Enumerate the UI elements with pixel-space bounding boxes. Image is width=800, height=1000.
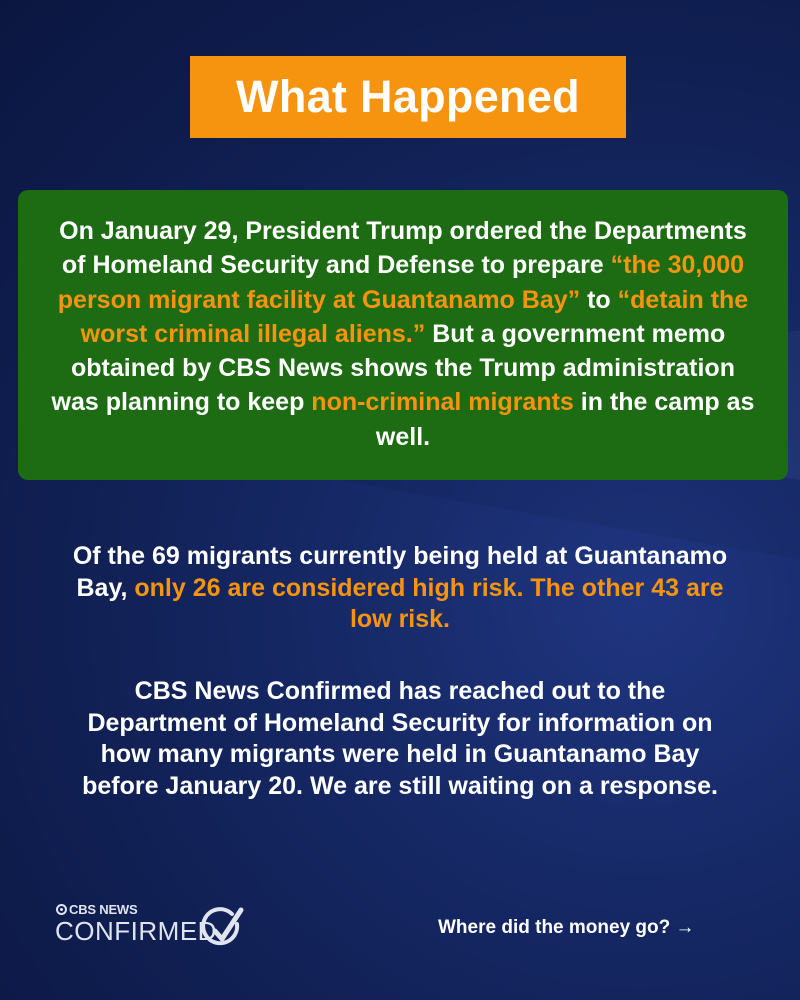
summary-highlight-noncriminal: non-criminal migrants: [311, 388, 574, 417]
summary-quote-facility: “the 30,000 person migrant facility at Guantanamo Bay”: [57, 251, 745, 314]
summary-text-part: On January 29, President Trump ordered the Departments of Homeland Security and Defense to prepare: [59, 217, 747, 280]
page-title: What Happened: [236, 71, 580, 122]
logo-top-text: CBS NEWS: [69, 902, 138, 917]
stats-text-part: Of the 69 migrants currently being held at Guantanamo Bay,: [72, 542, 728, 602]
stats-highlight-risk: only 26 are considered high risk. The other 43 are low risk.: [134, 573, 724, 633]
summary-quote-detain: “detain the worst criminal illegal aliens.”: [80, 285, 749, 348]
summary-text: [48, 214, 758, 454]
title-banner: [190, 56, 626, 138]
summary-text-part: But a government memo obtained by CBS News shows the Trump administration was planning to keep: [51, 319, 735, 417]
next-slide-link[interactable]: Where did the money go? →: [438, 917, 695, 938]
followup-text: CBS News Confirmed has reached out to the Department of Homeland Security for information on how many migrants were held in Guantanamo Bay before January 20. We are still waiting on a response.: [82, 677, 718, 800]
logo-main-text: CONFIRMED: [55, 916, 217, 946]
summary-text-part: in the camp as well.: [375, 388, 755, 451]
cbs-eye-icon: [56, 904, 67, 915]
stats-text: [60, 541, 740, 636]
cbs-news-confirmed-logo: [55, 900, 255, 960]
summary-box: [18, 190, 788, 480]
checkmark-circle-icon: [201, 902, 245, 958]
summary-text-part: to: [580, 285, 618, 314]
